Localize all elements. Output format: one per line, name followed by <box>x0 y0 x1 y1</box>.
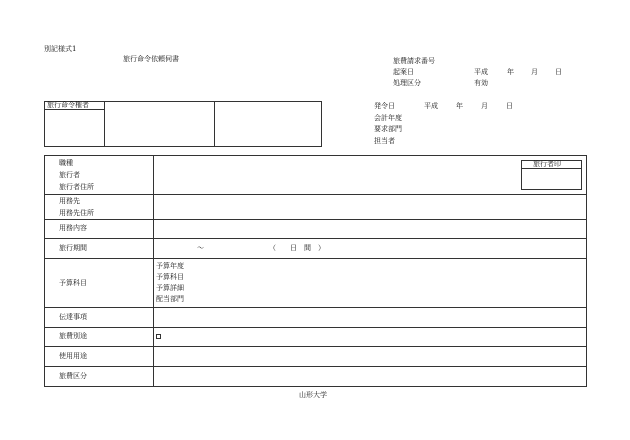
draft-date-label: 起案日 <box>393 68 414 76</box>
row-label-notice-items: 伝達事項 <box>59 313 87 321</box>
row-label-budget-account: 予算科目 <box>59 279 87 287</box>
processing-value: 有効 <box>474 79 488 87</box>
traveler-seal-label: 旅行者印 <box>533 160 561 168</box>
request-number-label: 旅費請求番号 <box>393 57 435 65</box>
row-label-expense-category: 旅費区分 <box>59 372 87 380</box>
form-label: 別記様式1 <box>44 45 77 53</box>
order-date-month: 月 <box>481 102 488 110</box>
processing-label: 処理区分 <box>393 79 421 87</box>
main-table <box>44 155 587 387</box>
row-label-travel-period: 旅行期間 <box>59 244 87 252</box>
order-date-label: 発令日 <box>374 102 395 110</box>
row-label-destination: 用務先 <box>59 197 80 205</box>
period-days: （ 日 間 ） <box>269 244 325 252</box>
fiscal-year-label: 会計年度 <box>374 114 402 122</box>
authority-divider-1 <box>104 101 105 147</box>
draft-date-month: 月 <box>531 68 538 76</box>
row-divider <box>44 327 587 328</box>
row-label-job-type: 職種 <box>59 159 73 167</box>
period-tilde: ～ <box>197 244 204 252</box>
row-divider <box>44 366 587 367</box>
budget-item-detail: 予算詳細 <box>156 284 184 292</box>
order-date-era: 平成 <box>424 102 438 110</box>
row-label-destination-address: 用務先住所 <box>59 209 94 217</box>
row-label-separate-expense: 旅費別途 <box>59 332 87 340</box>
draft-date-day: 日 <box>555 68 562 76</box>
separate-expense-checkbox[interactable] <box>156 334 161 339</box>
row-divider <box>44 346 587 347</box>
order-date-day: 日 <box>506 102 513 110</box>
row-divider <box>44 194 587 195</box>
draft-date-year: 年 <box>507 68 514 76</box>
order-date-year: 年 <box>456 102 463 110</box>
draft-date-era: 平成 <box>474 68 488 76</box>
row-divider <box>44 238 587 239</box>
footer-university: 山形大学 <box>299 391 327 399</box>
row-divider <box>44 307 587 308</box>
row-label-usage-purpose: 使用用途 <box>59 352 87 360</box>
authority-label: 旅行命令権者 <box>47 101 89 109</box>
department-label: 要求部門 <box>374 125 402 133</box>
budget-item-department: 配当部門 <box>156 295 184 303</box>
budget-item-fiscal-year: 予算年度 <box>156 262 184 270</box>
row-divider <box>44 258 587 259</box>
row-divider <box>44 219 587 220</box>
page-title: 旅行命令依頼伺書 <box>123 55 179 63</box>
authority-divider-2 <box>214 101 215 147</box>
row-label-traveler-address: 旅行者住所 <box>59 183 94 191</box>
row-label-business-content: 用務内容 <box>59 224 87 232</box>
row-label-traveler: 旅行者 <box>59 171 80 179</box>
budget-item-account: 予算科目 <box>156 273 184 281</box>
main-table-column-divider <box>153 155 154 387</box>
person-label: 担当者 <box>374 137 395 145</box>
